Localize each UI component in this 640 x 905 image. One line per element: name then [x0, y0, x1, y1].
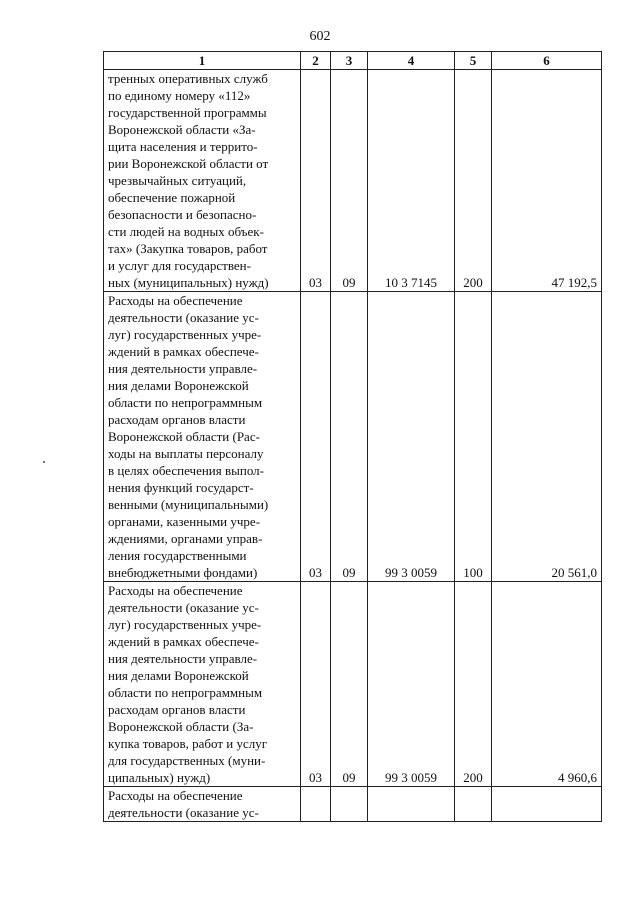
expense-type-code: 200 [455, 582, 492, 787]
col-header-5: 5 [455, 52, 492, 70]
page-number: 602 [309, 29, 331, 44]
description-line: государственной программы [108, 105, 267, 120]
description-line: области по непрограммным [108, 395, 263, 410]
col-header-2: 2 [301, 52, 331, 70]
description-line: безопасности и безопасно- [108, 207, 257, 222]
description-line: рии Воронежской области от [108, 156, 269, 171]
table-body [104, 70, 602, 822]
description-line: Расходы на обеспечение [108, 788, 243, 803]
description-line: Расходы на обеспечение [108, 583, 243, 598]
description-line: Воронежской области (Рас- [108, 429, 260, 444]
description-line: щита населения и террито- [108, 139, 258, 154]
amount: 4 960,6 [492, 582, 602, 787]
description-line: купка товаров, работ и услуг [108, 736, 268, 751]
description-line: нения функций государст- [108, 480, 254, 495]
row-description [104, 582, 301, 787]
description-line: обеспечение пожарной [108, 190, 236, 205]
table-row [104, 582, 602, 787]
expense-type-code: 100 [455, 292, 492, 582]
col-header-4: 4 [368, 52, 455, 70]
description-line: ходы на выплаты персоналу [108, 446, 264, 461]
description-line: ждений в рамках обеспече- [108, 634, 259, 649]
amount [492, 787, 602, 822]
amount: 47 192,5 [492, 70, 602, 292]
section-code: 03 [301, 582, 331, 787]
table-row [104, 787, 602, 822]
description-line: тренных оперативных служб [108, 71, 268, 86]
description-line: Расходы на обеспечение [108, 293, 243, 308]
section-code: 03 [301, 292, 331, 582]
description-line: деятельности (оказание ус- [108, 310, 259, 325]
description-line: внебюджетными фондами) [108, 565, 258, 580]
section-code: 03 [301, 70, 331, 292]
description-line: ния делами Воронежской [108, 668, 249, 683]
description-line: в целях обеспечения выпол- [108, 463, 264, 478]
subsection-code: 09 [331, 292, 368, 582]
description-line: расходам органов власти [108, 702, 246, 717]
amount: 20 561,0 [492, 292, 602, 582]
row-description [104, 70, 301, 292]
description-line: расходам органов власти [108, 412, 246, 427]
description-line: чрезвычайных ситуаций, [108, 173, 247, 188]
description-line: ждений в рамках обеспече- [108, 344, 259, 359]
table-row [104, 292, 602, 582]
description-line: луг) государственных учре- [108, 327, 262, 342]
description-line: ния делами Воронежской [108, 378, 249, 393]
target-article-code: 10 3 7145 [368, 70, 455, 292]
description-line: венными (муниципальными) [108, 497, 269, 512]
target-article-code: 99 3 0059 [368, 582, 455, 787]
description-line: и услуг для государствен- [108, 258, 251, 273]
expense-type-code: 200 [455, 70, 492, 292]
subsection-code: 09 [331, 582, 368, 787]
target-article-code: 99 3 0059 [368, 292, 455, 582]
description-line: тах» (Закупка товаров, работ [108, 241, 268, 256]
expense-type-code [455, 787, 492, 822]
description-line: деятельности (оказание ус- [108, 600, 259, 615]
description-line: Воронежской области «За- [108, 122, 256, 137]
description-line: луг) государственных учре- [108, 617, 262, 632]
row-description [104, 787, 301, 822]
row-description [104, 292, 301, 582]
section-code [301, 787, 331, 822]
description-line: области по непрограммным [108, 685, 263, 700]
description-line: ния деятельности управле- [108, 651, 258, 666]
description-line: ждениями, органами управ- [108, 531, 263, 546]
col-header-3: 3 [331, 52, 368, 70]
description-line: по единому номеру «112» [108, 88, 251, 103]
target-article-code [368, 787, 455, 822]
header-row [104, 52, 602, 70]
description-line: ния деятельности управле- [108, 361, 258, 376]
description-line: ципальных) нужд) [108, 770, 211, 785]
description-line: ных (муниципальных) нужд) [108, 275, 269, 290]
description-line: деятельности (оказание ус- [108, 805, 259, 820]
description-line: Воронежской области (За- [108, 719, 254, 734]
subsection-code: 09 [331, 70, 368, 292]
col-header-1: 1 [104, 52, 301, 70]
subsection-code [331, 787, 368, 822]
scan-speck [43, 461, 45, 463]
description-line: сти людей на водных объек- [108, 224, 264, 239]
table-row [104, 70, 602, 292]
col-header-6: 6 [492, 52, 602, 70]
description-line: для государственных (муни- [108, 753, 266, 768]
description-line: органами, казенными учре- [108, 514, 261, 529]
budget-table [103, 51, 602, 822]
description-line: ления государственными [108, 548, 247, 563]
